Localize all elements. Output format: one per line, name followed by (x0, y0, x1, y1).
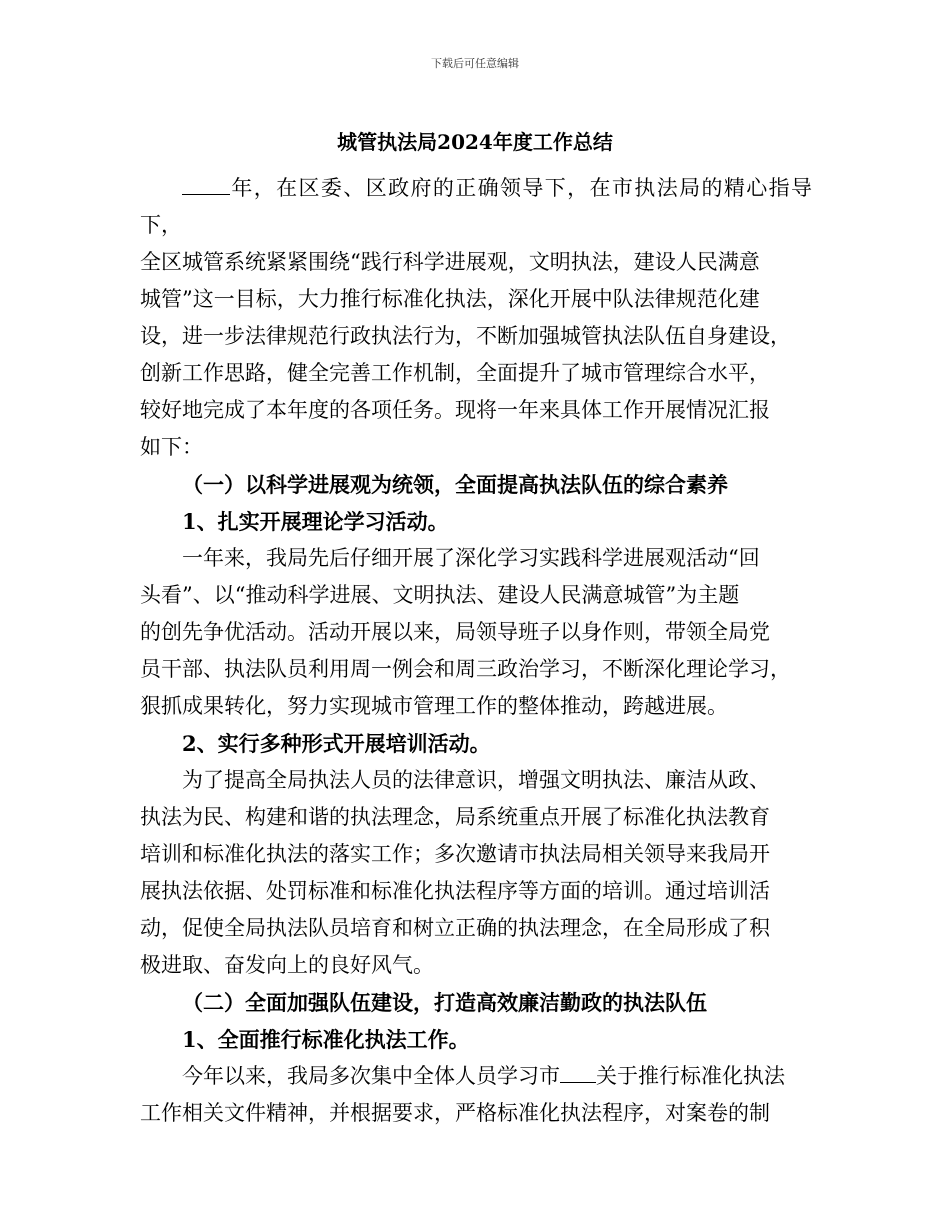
paragraph-line: 头看”、以“推动科学进展、文明执法、建设人民满意城管”为主题 (140, 583, 740, 607)
section-1-item-2-heading: 2、实行多种形式开展培训活动。 (182, 731, 491, 756)
intro-line: 全区城管系统紧紧围绕“践行科学进展观，文明执法，建设人民满意 (140, 250, 760, 274)
intro-line: 城管”这一目标，大力推行标准化执法，深化开展中队法律规范化建 (140, 287, 760, 311)
paragraph-line: 关于推行标准化执法 (596, 1064, 785, 1088)
intro-line: 较好地完成了本年度的各项任务。现将一年来具体工作开展情况汇报 (140, 398, 770, 422)
paragraph-line: 为了提高全局执法人员的法律意识，增强文明执法、廉洁从政、 (182, 768, 770, 792)
section-2-heading: （二）全面加强队伍建设，打造高效廉洁勤政的执法队伍 (182, 990, 707, 1015)
paragraph-line: 狠抓成果转化，努力实现城市管理工作的整体推动，跨越进展。 (140, 694, 728, 718)
intro-line: 如下： (140, 435, 203, 459)
paragraph-line: 执法为民、构建和谐的执法理念，局系统重点开展了标准化执法教育 (140, 805, 770, 829)
section-1-item-2-paragraph (140, 762, 812, 984)
document-title: 城管执法局2024年度工作总结 (337, 130, 613, 154)
blank-city-field (560, 1061, 596, 1083)
paragraph-line: 展执法依据、处罚标准和标准化执法程序等方面的培训。通过培训活 (140, 879, 770, 903)
paragraph-line: 培训和标准化执法的落实工作；多次邀请市执法局相关领导来我局开 (140, 842, 770, 866)
paragraph-line: 动，促使全局执法队员培育和树立正确的执法理念，在全局形成了积 (140, 916, 770, 940)
paragraph-line: 今年以来，我局多次集中全体人员学习市 (182, 1064, 560, 1088)
paragraph-line: 工作相关文件精神，并根据要求，严格标准化执法程序，对案卷的制 (140, 1101, 770, 1125)
section-2-item-1-paragraph (140, 1058, 812, 1132)
paragraph-line: 极进取、奋发向上的良好风气。 (140, 953, 434, 977)
paragraph-line: 员干部、执法队员利用周一例会和周三政治学习，不断深化理论学习， (140, 657, 791, 681)
paragraph-line: 一年来，我局先后仔细开展了深化学习实践科学进展观活动“回 (182, 546, 760, 570)
intro-line: 年，在区委、区政府的正确领导下，在市执法局的精心指导下， (140, 176, 812, 237)
document-body (140, 170, 812, 1132)
intro-line: 创新工作思路，健全完善工作机制，全面提升了城市管理综合水平， (140, 361, 770, 385)
page-header-note: 下载后可任意编辑 (431, 57, 519, 70)
blank-year-field (182, 173, 230, 195)
intro-paragraph (140, 170, 812, 466)
paragraph-line: 的创先争优活动。活动开展以来，局领导班子以身作则，带领全局党 (140, 620, 770, 644)
intro-line: 设，进一步法律规范行政执法行为，不断加强城管执法队伍自身建设， (140, 324, 791, 348)
section-2-item-1-heading: 1、全面推行标准化执法工作。 (182, 1027, 470, 1052)
section-1-item-1-heading: 1、扎实开展理论学习活动。 (182, 509, 449, 534)
section-1-item-1-paragraph (140, 540, 812, 725)
section-1-heading: （一）以科学进展观为统领，全面提高执法队伍的综合素养 (182, 472, 728, 497)
